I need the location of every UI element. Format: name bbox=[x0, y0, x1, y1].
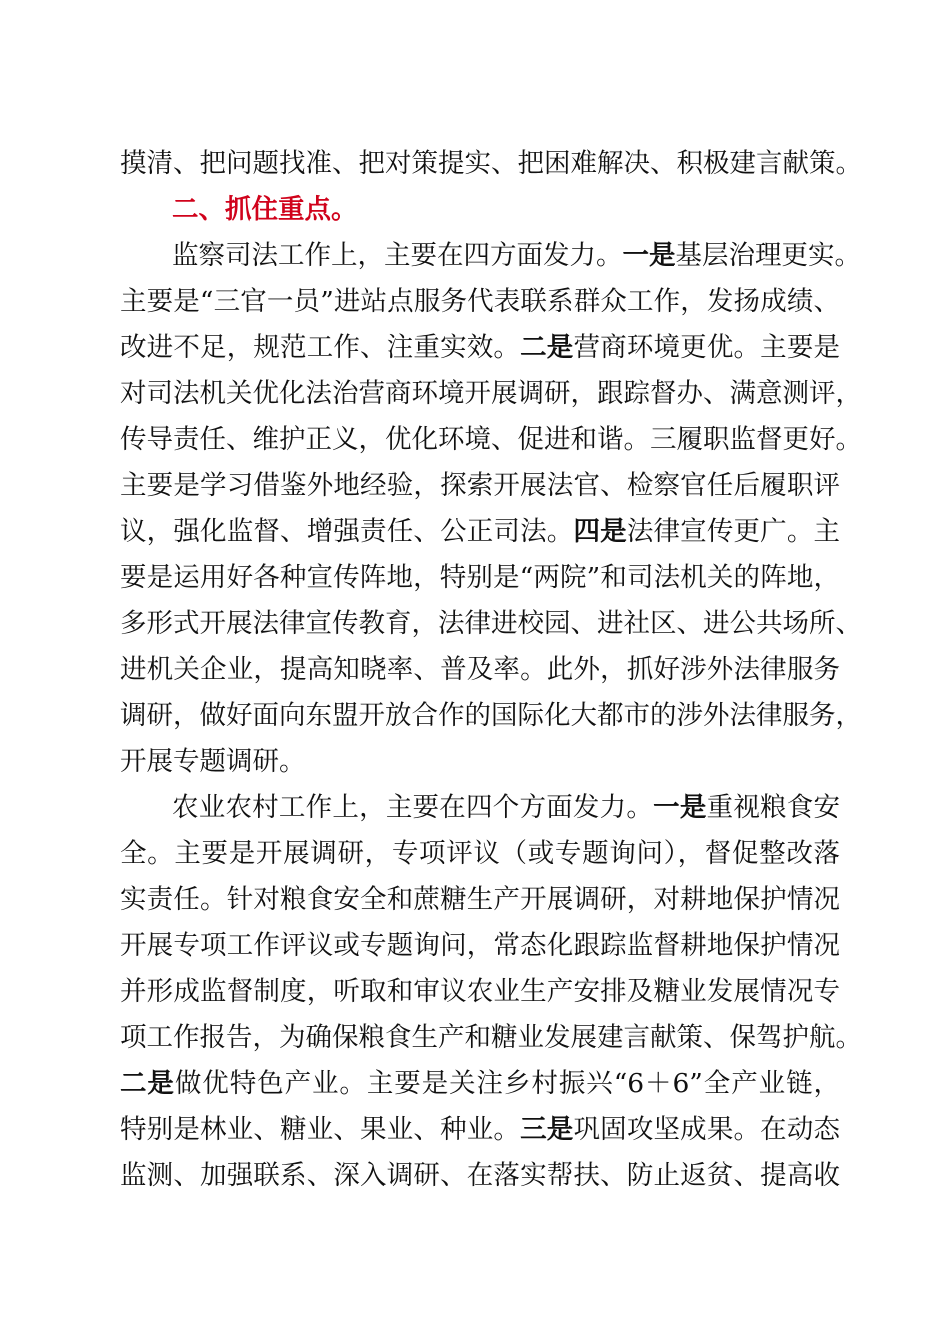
text-line: 议，强化监督、增强责任、公正司法。四是法律宣传更广。主 bbox=[120, 516, 841, 547]
section-heading: 二、抓住重点。 bbox=[172, 194, 358, 225]
text-line: 主要是“三官一员”进站点服务代表联系群众工作，发扬成绩、 bbox=[120, 286, 840, 317]
text-line: 并形成监督制度，听取和审议农业生产安排及糖业发展情况专 bbox=[120, 976, 840, 1007]
paragraph-start: 农业农村工作上，主要在四个方面发力。一是重视粮食安 bbox=[172, 792, 841, 823]
text-line: 对司法机关优化法治营商环境开展调研，跟踪督办、满意测评， bbox=[120, 378, 862, 409]
text-line: 二是做优特色产业。主要是关注乡村振兴“6＋6”全产业链， bbox=[120, 1068, 840, 1099]
text-line: 主要是学习借鉴外地经验，探索开展法官、检察官任后履职评 bbox=[120, 470, 840, 501]
text-line: 调研，做好面向东盟开放合作的国际化大都市的涉外法律服务， bbox=[120, 700, 862, 731]
text-line: 开展专题调研。 bbox=[120, 746, 306, 777]
text-line: 摸清、把问题找准、把对策提实、把困难解决、积极建言献策。 bbox=[120, 148, 862, 179]
text-line: 特别是林业、糖业、果业、种业。三是巩固攻坚成果。在动态 bbox=[120, 1114, 841, 1145]
text-line: 要是运用好各种宣传阵地，特别是“两院”和司法机关的阵地， bbox=[120, 562, 840, 593]
text-line: 多形式开展法律宣传教育，法律进校园、进社区、进公共场所、 bbox=[120, 608, 862, 639]
text-line: 实责任。针对粮食安全和蔗糖生产开展调研，对耕地保护情况 bbox=[120, 884, 840, 915]
text-line: 进机关企业，提高知晓率、普及率。此外，抓好涉外法律服务 bbox=[120, 654, 840, 685]
text-line: 开展专项工作评议或专题询问，常态化跟踪监督耕地保护情况 bbox=[120, 930, 840, 961]
paragraph-start: 监察司法工作上，主要在四方面发力。一是基层治理更实。 bbox=[172, 240, 861, 271]
text-line: 监测、加强联系、深入调研、在落实帮扶、防止返贫、提高收 bbox=[120, 1160, 840, 1191]
text-line: 改进不足，规范工作、注重实效。二是营商环境更优。主要是 bbox=[120, 332, 841, 363]
text-line: 传导责任、维护正义，优化环境、促进和谐。三履职监督更好。 bbox=[120, 424, 862, 455]
text-line: 项工作报告，为确保粮食生产和糖业发展建言献策、保驾护航。 bbox=[120, 1022, 862, 1053]
text-line: 全。主要是开展调研，专项评议（或专题询问），督促整改落 bbox=[120, 838, 840, 869]
